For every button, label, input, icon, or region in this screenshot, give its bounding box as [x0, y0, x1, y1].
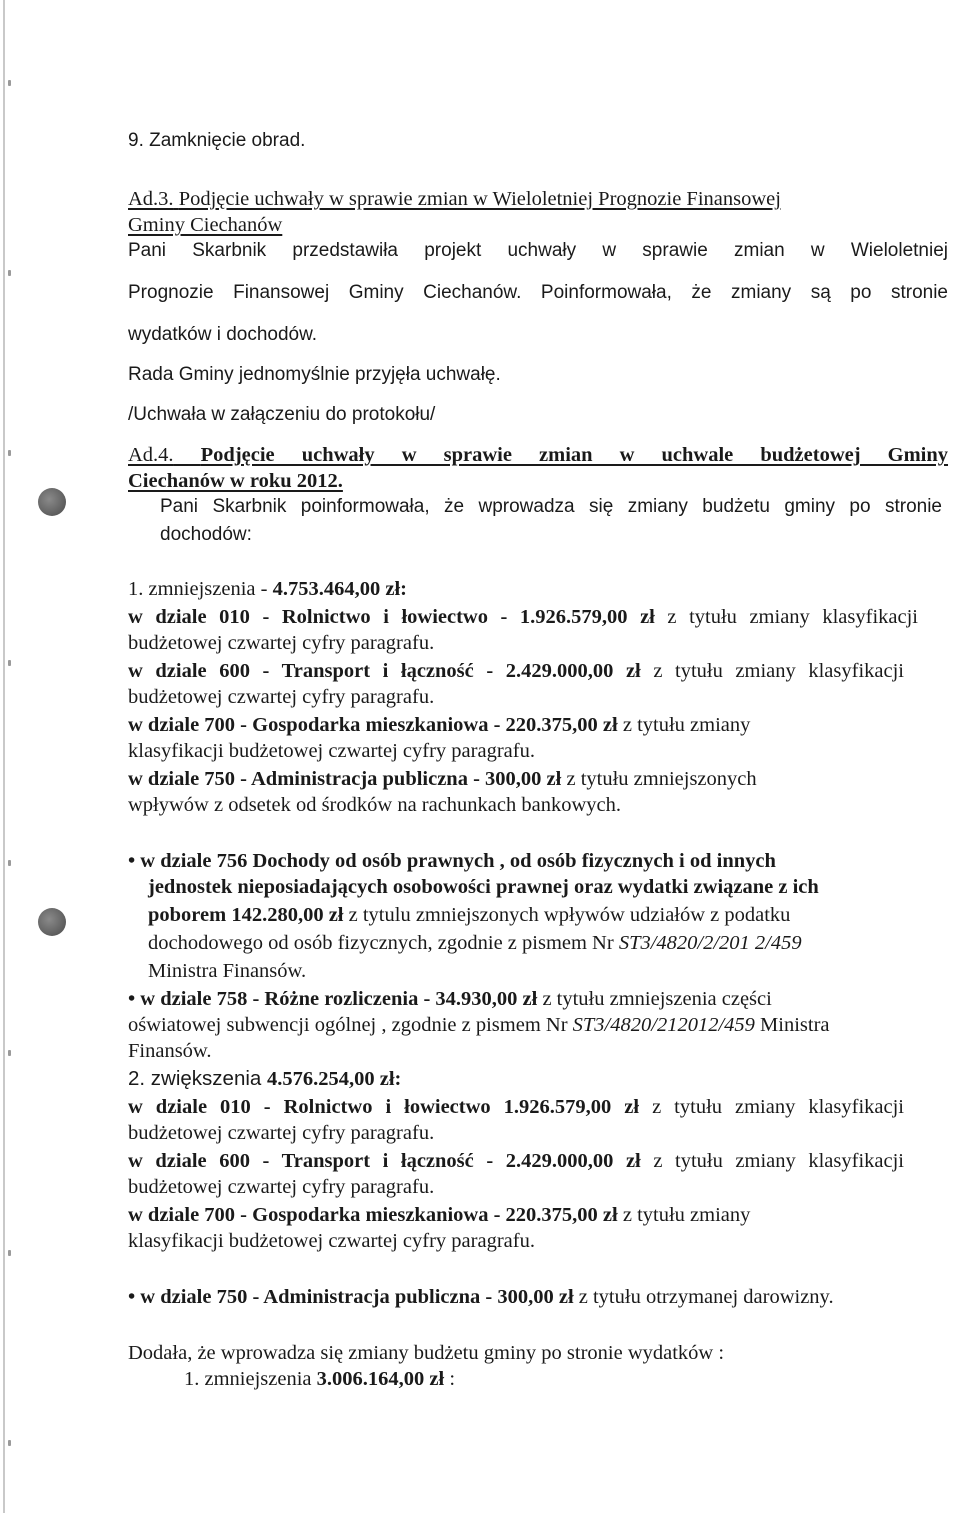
- scan-speck: [8, 80, 11, 86]
- binder-hole: [38, 488, 66, 516]
- binder-hole: [38, 908, 66, 936]
- section-3-text: /Uchwała w załączeniu do protokołu/: [128, 404, 436, 425]
- section-4-heading-cont: Ciechanów w roku 2012.: [128, 470, 343, 492]
- decrease-bullet-758: • w dziale 758 - Różne rozliczenia - 34.930,00 zł z tytułu zmniejszenia części: [128, 988, 772, 1010]
- decreases-heading: 1. zmniejszenia - 4.753.464,00 zł:: [128, 578, 407, 600]
- section-3-text: Rada Gminy jednomyślnie przyjęła uchwałę.: [128, 364, 501, 385]
- decrease-bullet-756-cont: jednostek nieposiadających osobowości prawnej oraz wydatki związane z ich: [148, 876, 819, 898]
- decrease-bullet-756: • w dziale 756 Dochody od osób prawnych , od osób fizycznych i od innych: [128, 850, 776, 872]
- decrease-item-750: w dziale 750 - Administracja publiczna - 300,00 zł z tytułu zmniejszonych: [128, 768, 757, 790]
- decrease-item-010-cont: budżetowej czwartej cyfry paragrafu.: [128, 632, 435, 654]
- section-4-text: Pani Skarbnik poinformowała, że wprowadza się zmiany budżetu gminy po stronie: [160, 496, 942, 517]
- increase-item-010: w dziale 010 - Rolnictwo i łowiectwo 1.926.579,00 zł z tytułu zmiany klasyfikacji: [128, 1096, 904, 1118]
- decrease-bullet-756-cont: Ministra Finansów.: [148, 960, 307, 982]
- section-3-text: Prognozie Finansowej Gminy Ciechanów. Poinformowała, że zmiany są po stronie: [128, 282, 948, 303]
- increase-item-010-cont: budżetowej czwartej cyfry paragrafu.: [128, 1122, 435, 1144]
- decrease-bullet-756-cont: dochodowego od osób fizycznych, zgodnie z pismem Nr ST3/4820/2/201 2/459: [148, 932, 802, 954]
- decrease-bullet-758-cont: Finansów.: [128, 1040, 212, 1062]
- section-3-text: Pani Skarbnik przedstawiła projekt uchwały w sprawie zmian w Wieloletniej: [128, 240, 948, 261]
- scan-speck: [8, 1250, 11, 1256]
- decrease-item-600-cont: budżetowej czwartej cyfry paragrafu.: [128, 686, 435, 708]
- increase-item-700-cont: klasyfikacji budżetowej czwartej cyfry paragrafu.: [128, 1230, 535, 1252]
- decrease-item-010: w dziale 010 - Rolnictwo i łowiectwo - 1.926.579,00 zł z tytułu zmiany klasyfikacji: [128, 606, 918, 628]
- scan-speck: [8, 860, 11, 866]
- section-3-heading: Ad.3. Podjęcie uchwały w sprawie zmian w Wieloletniej Prognozie Finansowej: [128, 188, 781, 210]
- increase-bullet-750: • w dziale 750 - Administracja publiczna - 300,00 zł z tytułu otrzymanej darowizny.: [128, 1286, 834, 1308]
- increase-item-600: w dziale 600 - Transport i łączność - 2.429.000,00 zł z tytułu zmiany klasyfikacji: [128, 1150, 904, 1172]
- page-edge-shadow: [3, 0, 5, 1513]
- section-4-heading: Ad.4. Podjęcie uchwały w sprawie zmian w uchwale budżetowej Gminy: [128, 444, 949, 466]
- increase-item-600-cont: budżetowej czwartej cyfry paragrafu.: [128, 1176, 435, 1198]
- section-3-text: wydatków i dochodów.: [128, 324, 318, 345]
- decrease-bullet-756-cont: poborem 142.280,00 zł z tytulu zmniejszonych wpływów udziałów z podatku: [148, 904, 791, 926]
- decrease-item-600: w dziale 600 - Transport i łączność - 2.429.000,00 zł z tytułu zmiany klasyfikacji: [128, 660, 904, 682]
- decrease-item-700-cont: klasyfikacji budżetowej czwartej cyfry paragrafu.: [128, 740, 535, 762]
- scan-speck: [8, 660, 11, 666]
- scan-speck: [8, 450, 11, 456]
- decrease-item-700: w dziale 700 - Gospodarka mieszkaniowa - 220.375,00 zł z tytułu zmiany: [128, 714, 751, 736]
- scan-speck: [8, 270, 11, 276]
- expenses-intro: Dodała, że wprowadza się zmiany budżetu gminy po stronie wydatków :: [128, 1342, 725, 1364]
- expenses-decreases-heading: 1. zmniejszenia 3.006.164,00 zł :: [184, 1368, 456, 1390]
- agenda-item-9: 9. Zamknięcie obrad.: [128, 130, 306, 151]
- decrease-item-750-cont: wpływów z odsetek od środków na rachunkach bankowych.: [128, 794, 622, 816]
- section-3-heading-cont: Gminy Ciechanów: [128, 214, 283, 236]
- increases-heading: 2. zwiększenia 4.576.254,00 zł:: [128, 1067, 402, 1090]
- scan-speck: [8, 1050, 11, 1056]
- scan-speck: [8, 1440, 11, 1446]
- section-4-text: dochodów:: [160, 524, 252, 545]
- decrease-bullet-758-cont: oświatowej subwencji ogólnej , zgodnie z pismem Nr ST3/4820/212012/459 Ministra: [128, 1014, 830, 1036]
- increase-item-700: w dziale 700 - Gospodarka mieszkaniowa - 220.375,00 zł z tytułu zmiany: [128, 1204, 751, 1226]
